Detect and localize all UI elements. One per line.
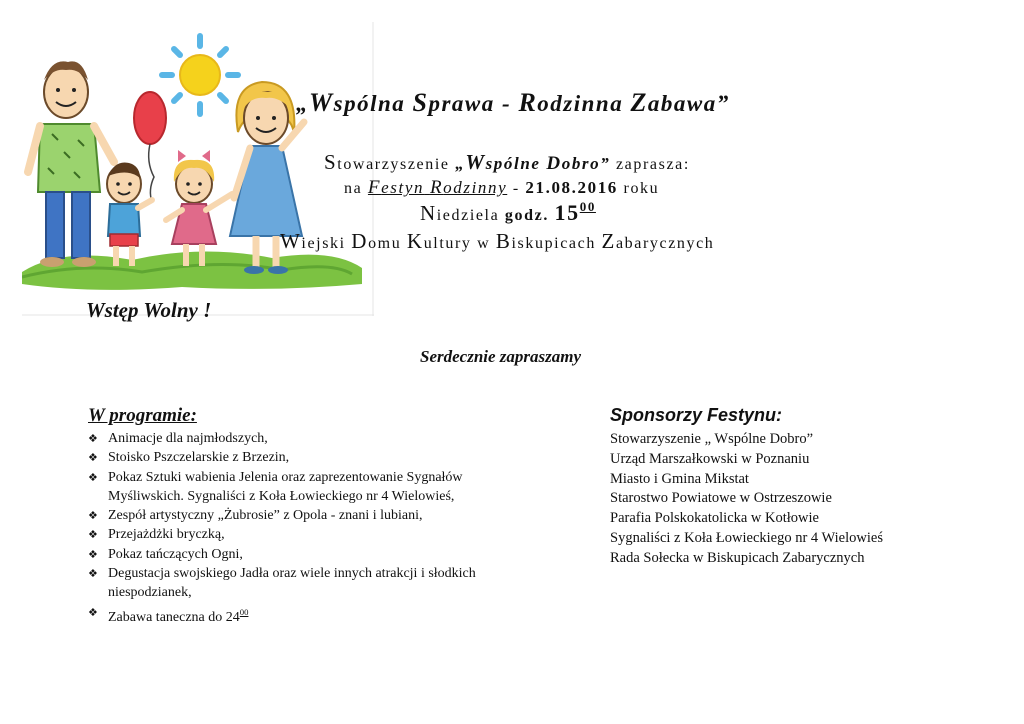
diamond-bullet-icon: ❖ (88, 547, 98, 561)
father-figure (28, 61, 114, 267)
list-item: ❖ Stoisko Pszczelarskie z Brzezin, (88, 448, 518, 467)
diamond-bullet-icon: ❖ (88, 451, 98, 465)
free-entry-text: Wstęp Wolny ! (86, 298, 212, 322)
list-item: ❖ Zabawa taneczna do $24^{00}$ (88, 603, 518, 627)
event-line: na Festyn Rodzinny - 21.08.2016 roku (344, 177, 660, 198)
list-item: ❖ Pokaz tańczących Ogni, (88, 545, 518, 564)
diamond-bullet-icon: ❖ (88, 470, 98, 484)
sun-icon (162, 36, 238, 114)
sponsor-item: Starostwo Powiatowe w Ostrzeszowie (610, 490, 832, 507)
diamond-bullet-icon: ❖ (88, 528, 98, 542)
list-item: ❖ Degustacja swojskiego Jadła oraz wiele innych atrakcji i słodkich niespodzianek, (88, 566, 476, 601)
diamond-bullet-icon: ❖ (88, 432, 98, 445)
diamond-bullet-icon: ❖ (88, 509, 98, 523)
venue-line: Wiejski Domu Kultury w Biskupicach Zabarycznych (280, 229, 715, 253)
boy-figure (107, 163, 152, 267)
program-heading: W programie: (88, 405, 197, 426)
sponsor-item: Rada Sołecka w Biskupicach Zabarycznych (610, 549, 865, 566)
list-item: ❖ Pokaz Sztuki wabienia Jelenia oraz zaprezentowanie Sygnałów Myśliwskich. Sygnaliści z Koła Łowieckiego nr 4 Wielowieś, (88, 469, 463, 504)
welcome-text: Serdecznie zapraszamy (420, 347, 582, 366)
sponsor-item: Urząd Marszałkowski w Poznaniu (610, 450, 810, 467)
list-item: ❖ Przejażdżki bryczką, (88, 525, 518, 544)
list-item: ❖ Zespół artystyczny „Żubrosie” z Opola - znani i lubiani, (88, 506, 518, 525)
sponsor-item: Sygnaliści z Koła Łowieckiego nr 4 Wielowieś (610, 529, 883, 546)
sponsors-list (610, 430, 883, 569)
sponsor-item: Parafia Polskokatolicka w Kotłowie (610, 510, 819, 527)
time-line: Niedziela godz. $15^{00}$ (420, 199, 596, 226)
sponsor-item: Miasto i Gmina Mikstat (610, 470, 749, 487)
program-list (88, 429, 518, 627)
girl-figure (166, 150, 232, 266)
list-item: ❖ Animacje dla najmłodszych, (88, 429, 518, 448)
festival-title: „Wspólna Sprawa - Rodzinna Zabawa” (296, 88, 730, 117)
sponsors-heading: Sponsorzy Festynu: (610, 405, 783, 425)
diamond-bullet-icon: ❖ (88, 567, 98, 581)
family-illustration (22, 22, 374, 316)
organizer-line: Stowarzyszenie „Wspólne Dobro” zaprasza: (324, 150, 690, 174)
sponsor-item: Stowarzyszenie „ Wspólne Dobro” (610, 431, 814, 447)
diamond-bullet-icon: ❖ (88, 605, 98, 619)
